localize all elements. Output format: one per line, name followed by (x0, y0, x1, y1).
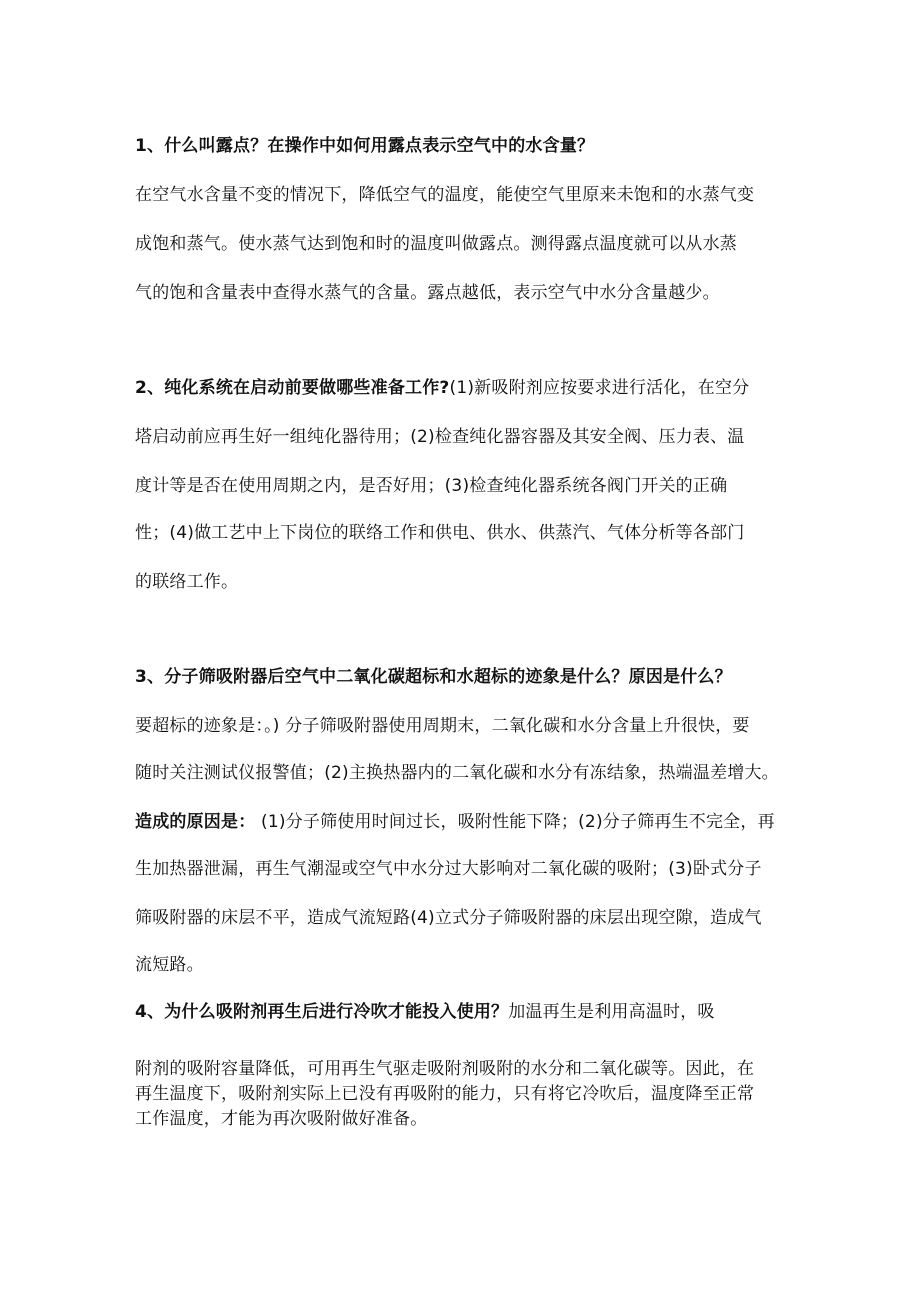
q2-answer-line-3: 性；(4)做工艺中上下岗位的联络工作和供电、供水、供蒸汽、气体分析等各部门 (135, 523, 745, 543)
q3-cause-line-2: 筛吸附器的床层不平，造成气流短路(4)立式分子筛吸附器的床层出现空隙，造成气 (135, 908, 762, 928)
q3-cause-line-1: 生加热器泄漏，再生气潮湿或空气中水分过大影响对二氧化碳的吸附；(3)卧式分子 (135, 859, 762, 879)
q2-answer-line-4: 的联络工作。 (135, 572, 239, 592)
q3-cause-first: (1)分子筛使用时间过长，吸附性能下降；(2)分子筛再生不完全，再 (255, 812, 775, 832)
q4-answer-line-2: 再生温度下，吸附剂实际上已没有再吸附的能力，只有将它冷吹后，温度降至正常 (135, 1084, 755, 1104)
q3-answer-line-2: 随时关注测试仪报警值；(2)主换热器内的二氧化碳和水分有冻结象，热端温差增大。 (135, 763, 779, 783)
q2-first-line (135, 376, 795, 400)
q4-first-line (135, 1000, 795, 1024)
q2-answer-line-2: 度计等是否在使用周期之内，是否好用；(3)检查纯化器系统各阀门开关的正确 (135, 476, 728, 496)
q3-cause-first-line (135, 810, 795, 834)
q4-answer-line-1: 附剂的吸附容量降低，可用再生气驱走吸附剂吸附的水分和二氧化碳等。因此，在 (135, 1059, 755, 1079)
q2-question: 2、纯化系统在启动前要做哪些准备工作? (135, 378, 450, 398)
q1-question: 1、什么叫露点？在操作中如何用露点表示空气中的水含量？ (135, 136, 595, 156)
q4-question: 4、为什么吸附剂再生后进行冷吹才能投入使用？ (135, 1002, 509, 1022)
q1-answer-line-3: 气的饱和含量表中查得水蒸气的含量。露点越低，表示空气中水分含量越少。 (135, 283, 720, 303)
q1-answer-line-1: 在空气水含量不变的情况下，降低空气的温度，能使空气里原来未饱和的水蒸气变 (135, 185, 755, 205)
q3-cause-label: 造成的原因是： (135, 812, 256, 832)
q3-answer-line-1: 要超标的迹象是：。) 分子筛吸附器使用周期末，二氧化碳和水分含量上升很快，要 (135, 716, 750, 736)
q2-answer-first: (1)新吸附剂应按要求进行活化，在空分 (449, 378, 750, 398)
q4-answer-line-3: 工作温度，才能为再次吸附做好准备。 (135, 1109, 428, 1129)
q4-answer-first: 加温再生是利用高温时，吸 (508, 1002, 715, 1022)
q3-cause-line-3: 流短路。 (135, 955, 204, 975)
q1-answer-line-2: 成饱和蒸气。使水蒸气达到饱和时的温度叫做露点。测得露点温度就可以从水蒸 (135, 234, 737, 254)
q3-question: 3、分子筛吸附器后空气中二氧化碳超标和水超标的迹象是什么？原因是什么？ (135, 667, 732, 687)
q2-answer-line-1: 塔启动前应再生好一组纯化器待用；(2)检查纯化器容器及其安全阀、压力表、温 (135, 427, 745, 447)
